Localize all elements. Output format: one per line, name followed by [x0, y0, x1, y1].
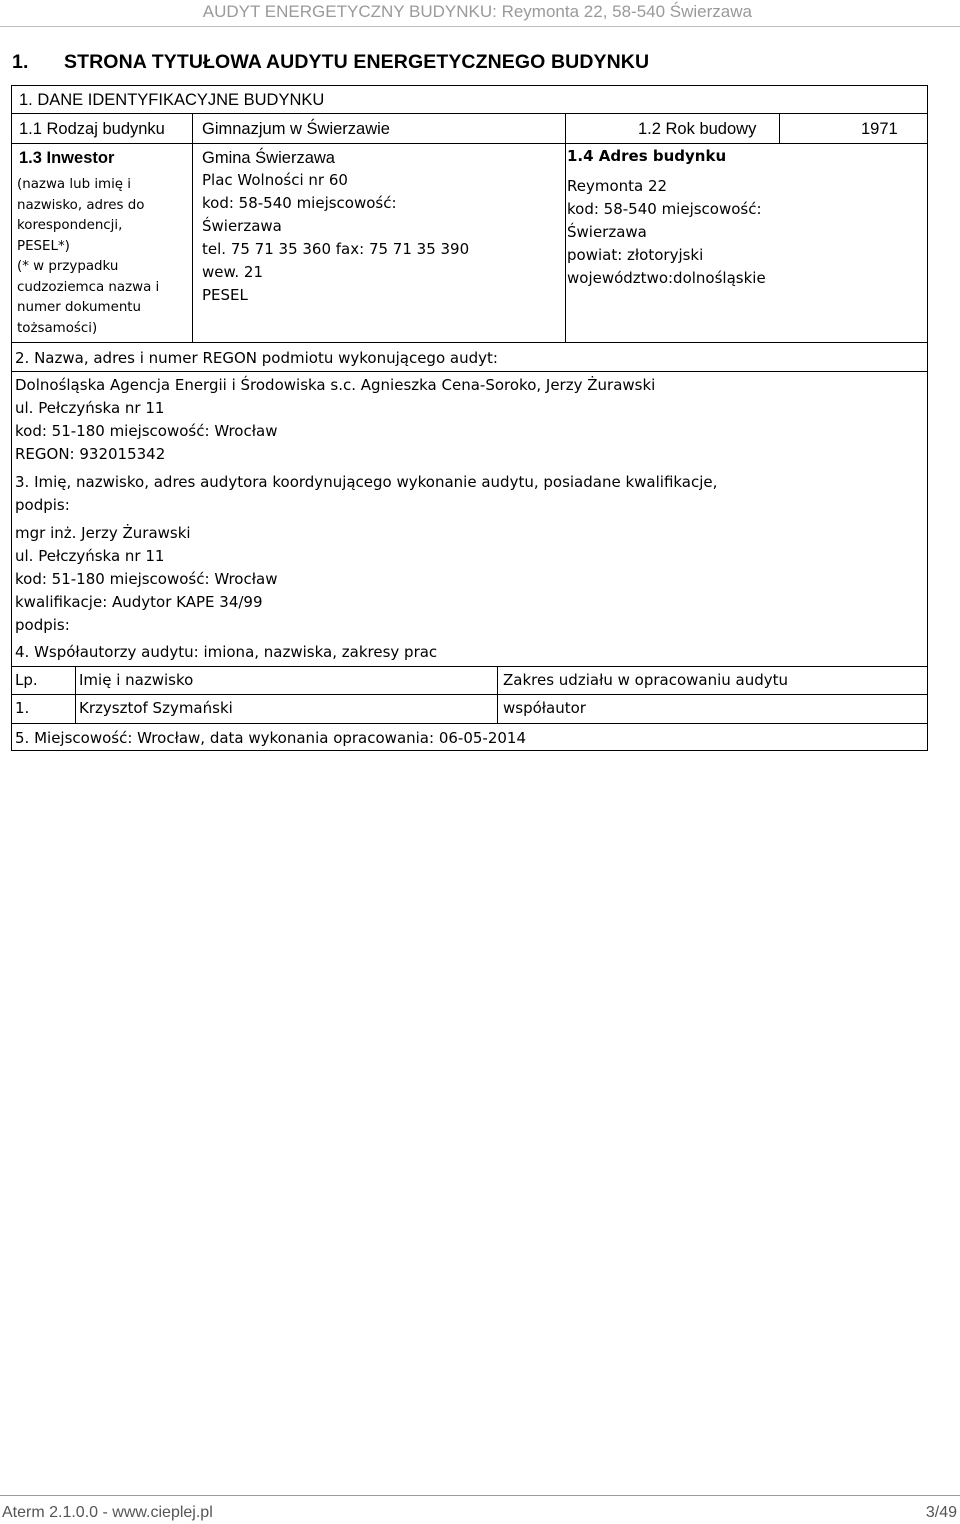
construction-year-label: 1.2 Rok budowy	[638, 120, 757, 138]
section-1-heading: 1. DANE IDENTYFIKACYJNE BUDYNKU	[19, 91, 325, 109]
section-3-heading	[15, 471, 717, 517]
rule	[12, 666, 927, 667]
title-number: 1.	[12, 51, 29, 73]
investor-note-line: (nazwa lub imię i	[17, 177, 132, 192]
document-title	[12, 51, 649, 74]
rule	[12, 143, 927, 144]
investor-note	[17, 175, 159, 339]
coordinating-auditor-line: mgr inż. Jerzy Żurawski	[15, 524, 191, 542]
page-footer	[0, 1495, 960, 1524]
coauthors-header-lp: Lp.	[15, 671, 38, 689]
investor-note-line: korespondencji,	[17, 218, 123, 233]
investor-label: 1.3 Inwestor	[19, 149, 115, 167]
rule	[497, 666, 498, 723]
audit-title-form	[11, 85, 928, 751]
building-type-label: 1.1 Rodzaj budynku	[19, 120, 165, 138]
investor-note-line: (* w przypadku	[17, 259, 119, 274]
investor-note-line: tożsamości)	[17, 320, 98, 336]
auditing-company	[15, 374, 655, 466]
investor-detail-line: Plac Wolności nr 60	[202, 171, 348, 189]
rule	[565, 113, 566, 343]
coauthors-header-scope: Zakres udziału w opracowaniu audytu	[503, 671, 789, 689]
building-address-line: kod: 58-540 miejscowość:	[567, 200, 762, 218]
investor-note-line: cudzoziemca nazwa i	[17, 279, 160, 295]
investor-detail-line: kod: 58-540 miejscowość:	[202, 194, 397, 212]
software-credit: Aterm 2.1.0.0 - www.cieplej.pl	[2, 1504, 213, 1521]
running-title: AUDYT ENERGETYCZNY BUDYNKU: Reymonta 22, 58-540 Świerzawa	[202, 2, 752, 21]
page-number: 3/49	[925, 1504, 957, 1521]
investor-detail-line: wew. 21	[202, 263, 264, 281]
coordinating-auditor-line: kwalifikacje: Audytor KAPE 34/99	[15, 593, 263, 611]
building-address	[567, 175, 766, 290]
coordinating-auditor-line: kod: 51-180 miejscowość: Wrocław	[15, 570, 278, 588]
building-address-line: Reymonta 22	[567, 177, 668, 195]
rule	[75, 666, 76, 723]
investor-note-line: numer dokumentu	[17, 300, 142, 315]
investor-detail-line: tel. 75 71 35 360 fax: 75 71 35 390	[202, 240, 470, 258]
rule	[192, 113, 193, 343]
rule	[12, 694, 927, 695]
rule	[12, 342, 927, 343]
construction-year-value: 1971	[861, 120, 898, 138]
coordinating-auditor	[15, 522, 277, 637]
rule	[779, 113, 780, 143]
coauthor-row-lp: 1.	[15, 699, 30, 717]
investor-name: Gmina Świerzawa	[202, 149, 335, 167]
coauthor-row-name: Krzysztof Szymański	[79, 699, 233, 717]
investor-detail-line: PESEL	[202, 286, 248, 304]
section-4-heading: 4. Współautorzy audytu: imiona, nazwiska, zakresy prac	[15, 643, 438, 661]
building-address-line: powiat: złotoryjski	[567, 246, 704, 264]
page-header	[0, 0, 960, 27]
coauthor-row-scope: współautor	[503, 699, 586, 717]
auditing-company-line: ul. Pełczyńska nr 11	[15, 399, 165, 417]
investor-note-line: nazwisko, adres do	[17, 197, 145, 213]
title-text: STRONA TYTUŁOWA AUDYTU ENERGETYCZNEGO BUDYNKU	[64, 51, 650, 73]
auditing-company-line: kod: 51-180 miejscowość: Wrocław	[15, 422, 278, 440]
building-address-label: 1.4 Adres budynku	[567, 147, 727, 165]
building-address-line: województwo:dolnośląskie	[567, 269, 766, 287]
section-3-heading-line: 3. Imię, nazwisko, adres audytora koordynującego wykonanie audytu, posiadane kwalifikacje,	[15, 473, 718, 491]
section-3-heading-line: podpis:	[15, 496, 70, 514]
investor-note-line: PESEL*)	[17, 238, 70, 254]
building-type-value: Gimnazjum w Świerzawie	[202, 120, 390, 138]
auditing-company-line: REGON: 932015342	[15, 445, 166, 463]
rule	[12, 723, 927, 724]
coordinating-auditor-line: podpis:	[15, 616, 70, 634]
building-address-line: Świerzawa	[567, 223, 647, 241]
rule	[12, 113, 927, 114]
rule	[12, 371, 927, 372]
investor-details	[202, 169, 469, 307]
investor-detail-line: Świerzawa	[202, 217, 282, 235]
auditing-company-line: Dolnośląska Agencja Energii i Środowiska s.c. Agnieszka Cena-Soroko, Jerzy Żurawski	[15, 376, 656, 394]
section-2-heading: 2. Nazwa, adres i numer REGON podmiotu wykonującego audyt:	[15, 349, 498, 367]
coauthors-header-name: Imię i nazwisko	[79, 671, 194, 689]
coordinating-auditor-line: ul. Pełczyńska nr 11	[15, 547, 165, 565]
place-and-date: 5. Miejscowość: Wrocław, data wykonania opracowania: 06-05-2014	[15, 729, 526, 747]
